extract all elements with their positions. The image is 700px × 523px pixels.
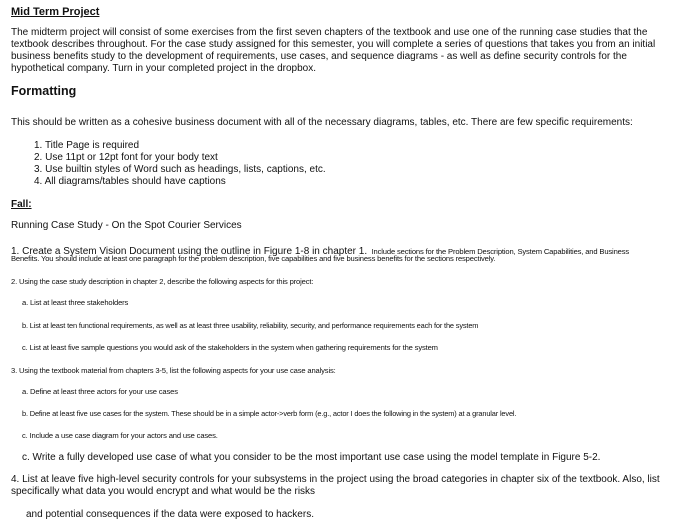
case-study-title: Running Case Study - On the Spot Courier Services [11,220,242,231]
document-title: Mid Term Project [11,6,100,18]
intro-line-3: business benefits study to the development of requirements, use cases, and sequence diagrams - as well as define security controls for the [11,51,627,62]
formatting-heading: Formatting [11,84,77,98]
question-3b: b. Define at least five use cases for the system. These should be in a simple actor->verb form (e.g., actor I does the following in the system) at a granular level. [22,409,517,418]
question-4-line-3: and potential consequences if the data were exposed to hackers. [26,509,314,520]
intro-line-4: hypothetical company. Turn in your completed project in the dropbox. [11,63,316,74]
fall-label: Fall: [11,199,32,210]
question-2c: c. List at least five sample questions you would ask of the stakeholders in the system when gathering requirements for the system [22,343,438,352]
question-2a: a. List at least three stakeholders [22,298,129,307]
intro-line-2: textbook describes throughout. For the case study assigned for this semester, you will complete a series of questions that takes you from an initial [11,39,656,50]
question-4-line-2: specifically what data you would encrypt and what would be the risks [11,486,316,497]
requirement-item: 1. Title Page is required [34,140,140,151]
question-1-line-2: Benefits. You should include at least one paragraph for the problem description, five capabilities and five business benefits for the sections respectively. [11,254,496,263]
question-2: 2. Using the case study description in chapter 2, describe the following aspects for this project: [11,277,314,286]
question-2b: b. List at least ten functional requirements, as well as at least three usability, reliability, security, and performance requirements each for the system [22,321,479,330]
question-3c: c. Include a use case diagram for your actors and use cases. [22,431,218,440]
formatting-intro: This should be written as a cohesive business document with all of the necessary diagrams, tables, etc. There are few specific requirements: [11,117,633,128]
question-3d: c. Write a fully developed use case of what you consider to be the most important use case using the model template in Figure 5-2. [22,452,601,463]
requirement-item: 2. Use 11pt or 12pt font for your body text [34,152,218,163]
question-1-detail: Include sections for the Problem Description, System Capabilities, and Business [371,247,630,256]
question-3: 3. Using the textbook material from chapters 3-5, list the following aspects for your use case analysis: [11,366,336,375]
requirement-item: 3. Use builtin styles of Word such as headings, lists, captions, etc. [34,164,326,175]
question-1-main: 1. Create a System Vision Document using the outline in Figure 1-8 in chapter 1. [11,246,368,257]
requirement-item: 4. All diagrams/tables should have captions [34,176,226,187]
question-4-line-1: 4. List at leave five high-level security controls for your subsystems in the project using the broad categories in chapter six of the textbook. Also, list [11,474,660,485]
intro-line-1: The midterm project will consist of some exercises from the first seven chapters of the textbook and use one of the running case studies that the [11,27,648,38]
question-3a: a. Define at least three actors for your use cases [22,387,178,396]
